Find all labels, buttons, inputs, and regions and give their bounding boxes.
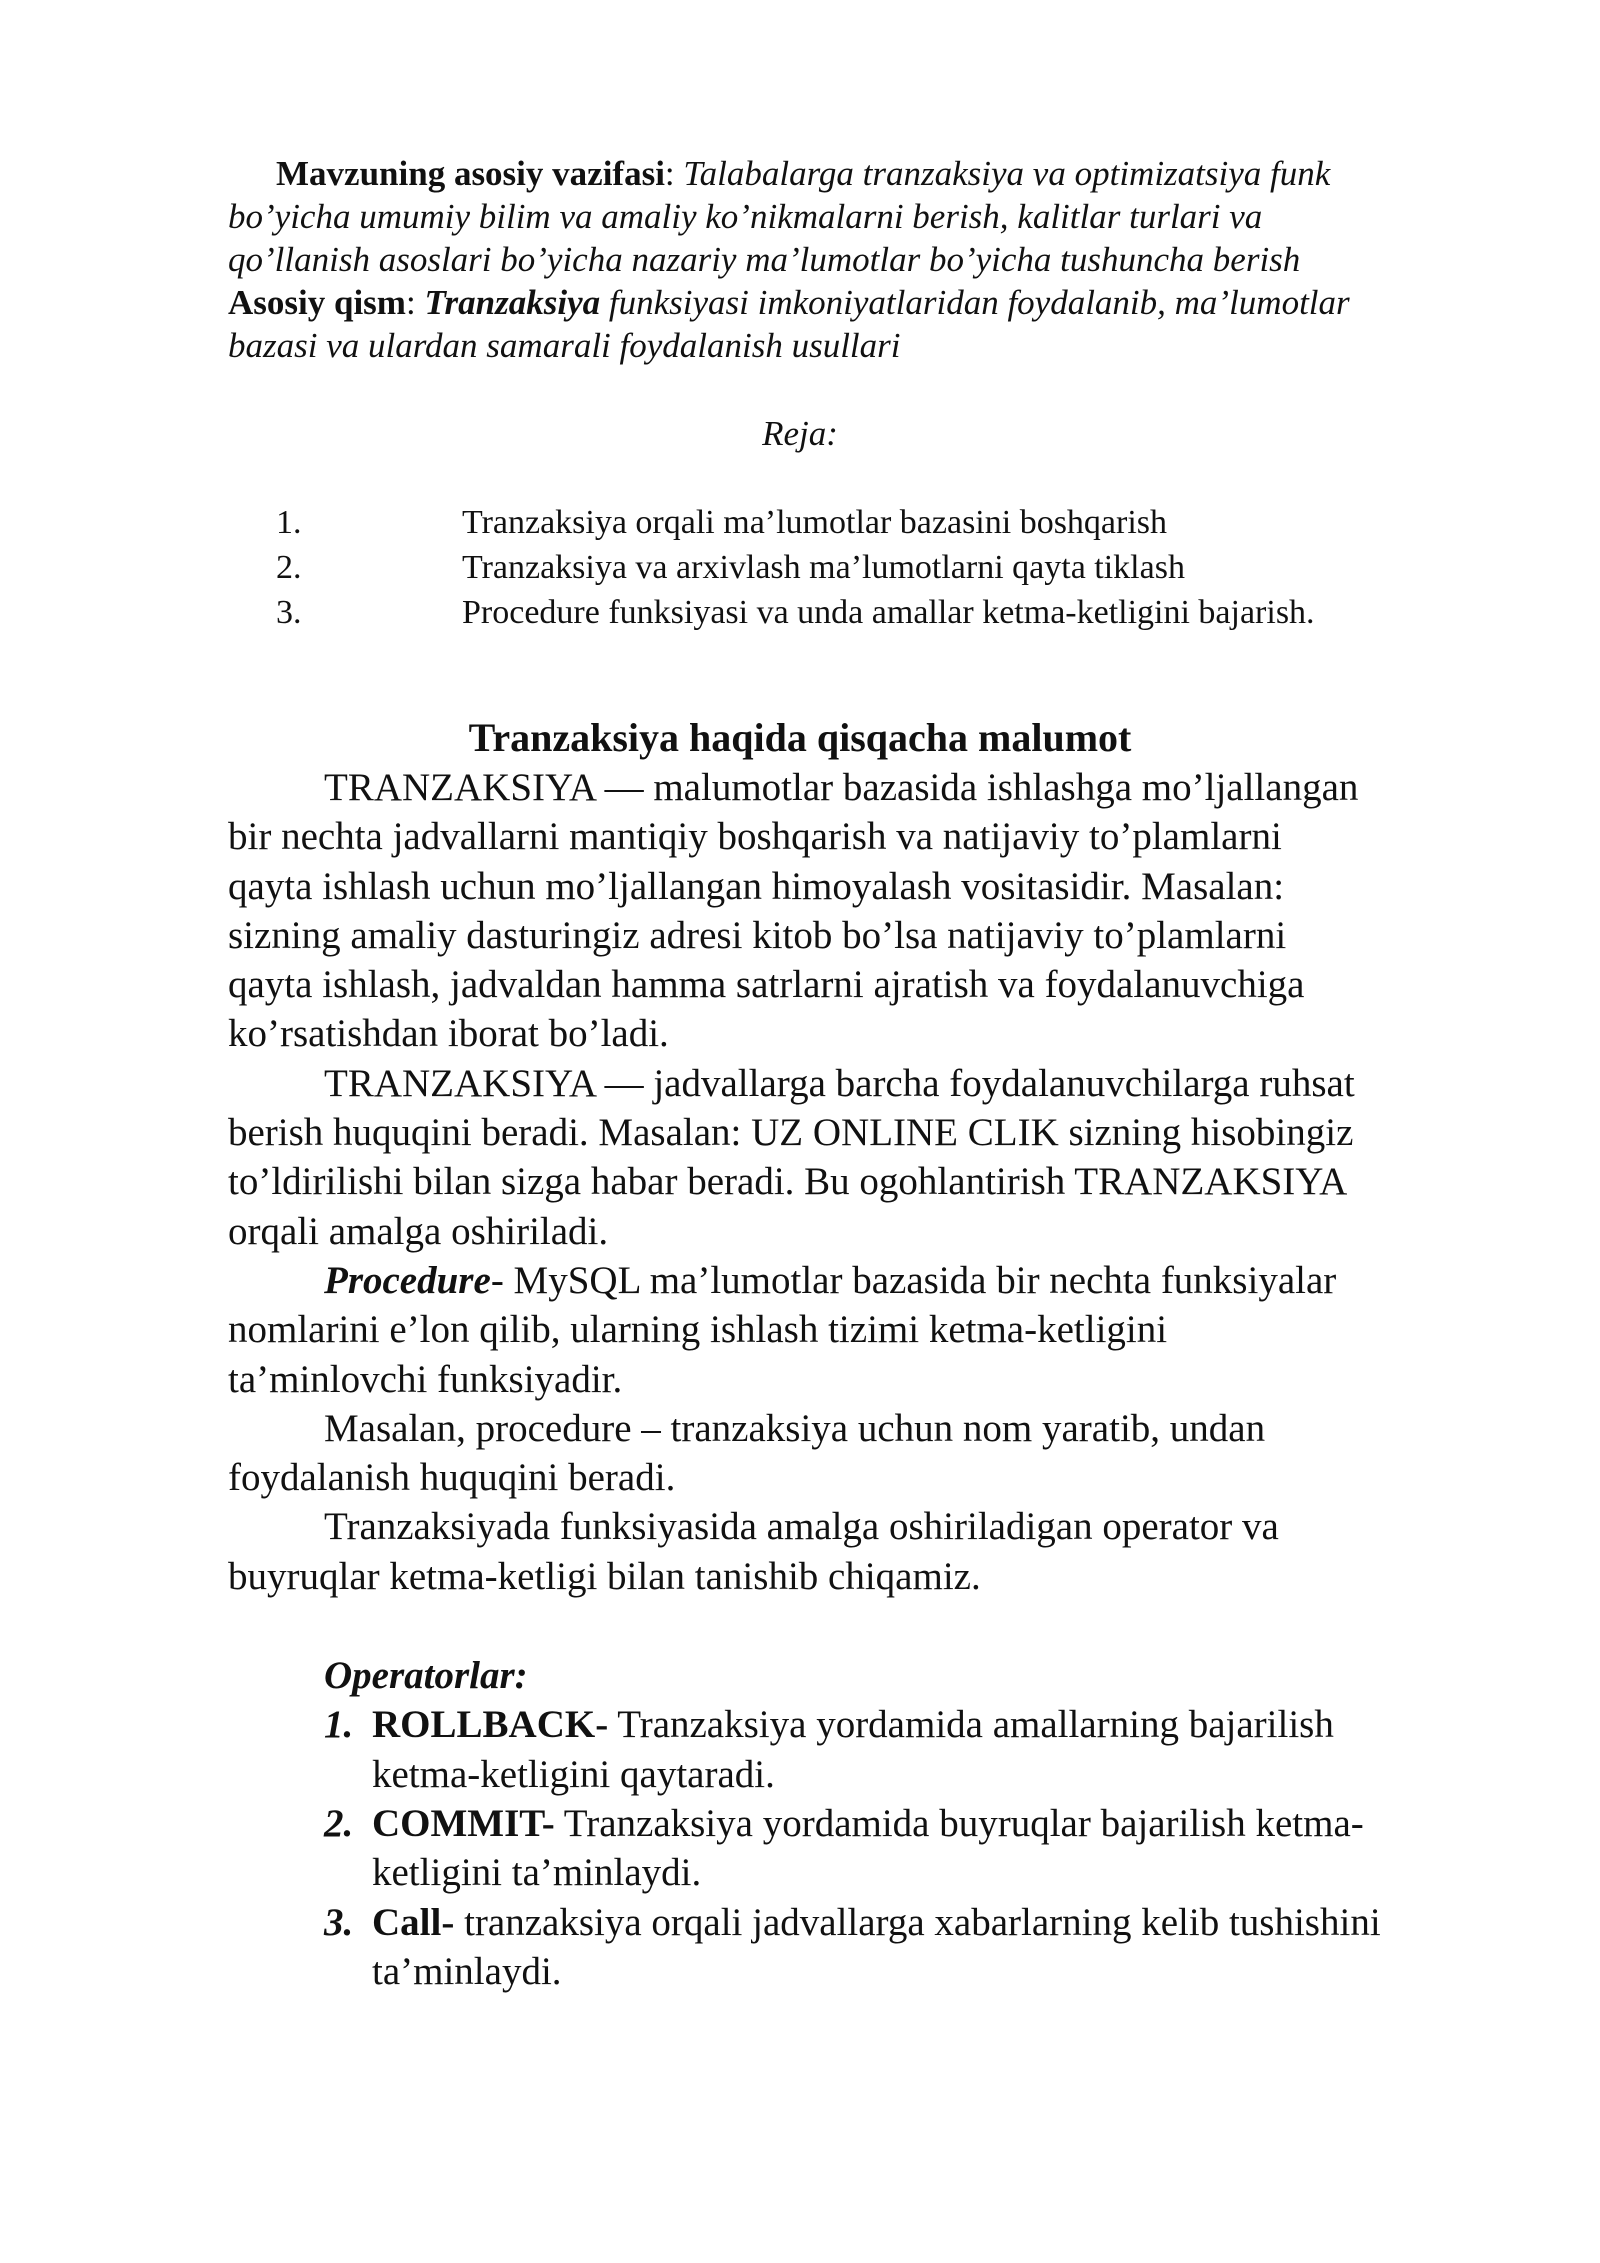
plan-list: [0, 500, 1600, 635]
operator-term: ROLLBACK-: [372, 1703, 609, 1747]
operators-heading: Operatorlar:: [324, 1654, 528, 1697]
procedure-term: Procedure: [324, 1258, 491, 1302]
paragraph-line: to’ldirilishi bilan sizga habar beradi. Bu ogohlantirish TRANZAKSIYA: [228, 1160, 1348, 1204]
paragraph-line: ko’rsatishdan iborat bo’ladi.: [228, 1012, 669, 1056]
task-text: Talabalarga tranzaksiya va optimizatsiya funk: [683, 154, 1331, 193]
paragraph-line: orqali amalga oshiriladi.: [228, 1209, 609, 1253]
plan-item: [0, 500, 1600, 545]
paragraph-line: TRANZAKSIYA — jadvallarga barcha foydalanuvchilarga ruhsat: [324, 1061, 1355, 1105]
operator-term: COMMIT-: [372, 1801, 555, 1845]
operator-text: [372, 1700, 1334, 1799]
body-text: [228, 763, 1528, 1601]
plan-item: [0, 545, 1600, 590]
plan-item: [0, 590, 1600, 635]
intro-line-4: [228, 281, 1488, 324]
paragraph-line: Tranzaksiyada funksiyasida amalga oshiriladigan operator va: [324, 1505, 1279, 1549]
intro-line-5: bazasi va ulardan samarali foydalanish usullari: [228, 326, 901, 365]
paragraph-line: [228, 1256, 1528, 1305]
paragraph-line: qayta ishlash uchun mo’ljallangan himoyalash vositasidir. Masalan:: [228, 864, 1285, 908]
paragraph-line: TRANZAKSIYA — malumotlar bazasida ishlashga mo’ljallangan: [324, 766, 1359, 809]
operator-number: 1.: [324, 1703, 354, 1747]
section-heading: Tranzaksiya haqida qisqacha malumot: [468, 715, 1132, 760]
plan-item-text: Tranzaksiya va arxivlash ma’lumotlarni qayta tiklash: [462, 549, 1185, 586]
paragraph-line: Masalan, procedure – tranzaksiya uchun nom yaratib, undan: [324, 1406, 1266, 1450]
operator-desc: Tranzaksiya yordamida amallarning bajarilish: [608, 1703, 1334, 1747]
operator-text: [372, 1799, 1364, 1898]
intro-line-1: [228, 152, 1488, 195]
plan-item-number: 1.: [276, 504, 302, 541]
paragraph-line: nomlarini e’lon qilib, ularning ishlash tizimi ketma-ketligini: [228, 1308, 1168, 1352]
paragraph-line: sizning amaliy dasturingiz adresi kitob bo’lsa natijaviy to’plamlarni: [228, 913, 1287, 957]
operator-text: [372, 1898, 1381, 1997]
task-label: Mavzuning asosiy vazifasi: [276, 154, 665, 193]
task-separator: :: [664, 154, 684, 193]
operator-desc: tranzaksiya orqali jadvallarga xabarlarning kelib tushishini: [454, 1900, 1381, 1944]
main-part-label: Asosiy qism: [228, 283, 406, 322]
operator-number: 3.: [324, 1900, 354, 1944]
operator-number: 2.: [324, 1801, 354, 1845]
paragraph-line: berish huquqini beradi. Masalan: UZ ONLINE CLIK sizning hisobingiz: [228, 1111, 1354, 1155]
intro-block: [228, 152, 1488, 367]
main-part-term: Tranzaksiya: [424, 283, 601, 322]
main-part-text: funksiyasi imkoniyatlaridan foydalanib, ma’lumotlar: [600, 283, 1350, 322]
paragraph-line: ta’minlovchi funksiyadir.: [228, 1357, 623, 1401]
paragraph-line: buyruqlar ketma-ketligi bilan tanishib chiqamiz.: [228, 1554, 981, 1598]
plan-title: Reja:: [762, 414, 838, 453]
main-part-separator: :: [405, 283, 425, 322]
plan-item-text: Tranzaksiya orqali ma’lumotlar bazasini boshqarish: [462, 504, 1168, 541]
intro-line-3: qo’llanish asoslari bo’yicha nazariy ma’lumotlar bo’yicha tushuncha berish: [228, 240, 1301, 279]
operator-desc: Tranzaksiya yordamida buyruqlar bajarilish ketma-: [554, 1801, 1364, 1845]
intro-line-2: bo’yicha umumiy bilim va amaliy ko’nikmalarni berish, kalitlar turlari va: [228, 197, 1263, 236]
plan-item-text: Procedure funksiyasi va unda amallar ketma-ketligini bajarish.: [462, 594, 1315, 631]
paragraph-line: foydalanish huquqini beradi.: [228, 1456, 676, 1500]
plan-item-number: 2.: [276, 549, 302, 586]
operator-desc-cont: ketligini ta’minlaydi.: [372, 1851, 702, 1895]
operator-desc-cont: ketma-ketligini qaytaradi.: [372, 1752, 775, 1796]
paragraph-line: bir nechta jadvallarni mantiqiy boshqarish va natijaviy to’plamlarni: [228, 815, 1282, 859]
paragraph-line: qayta ishlash, jadvaldan hamma satrlarni ajratish va foydalanuvchiga: [228, 963, 1305, 1007]
operator-desc-cont: ta’minlaydi.: [372, 1949, 562, 1993]
plan-item-number: 3.: [276, 594, 302, 631]
procedure-definition: - MySQL ma’lumotlar bazasida bir nechta funksiyalar: [490, 1258, 1337, 1302]
operator-term: Call-: [372, 1900, 455, 1944]
